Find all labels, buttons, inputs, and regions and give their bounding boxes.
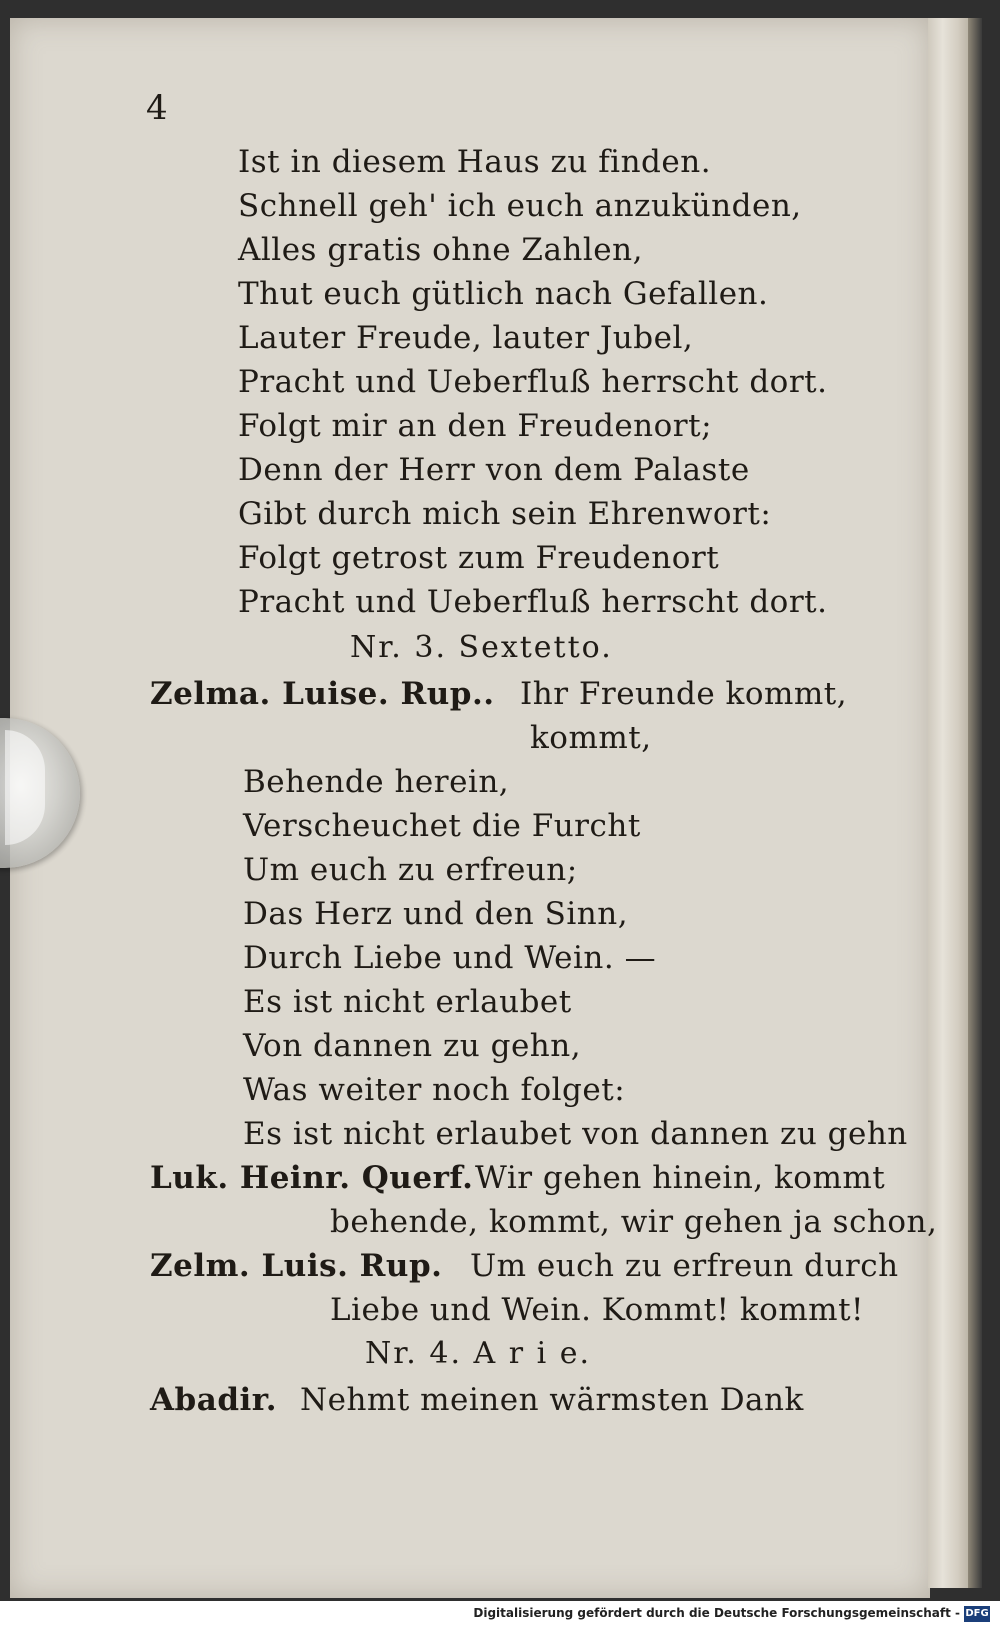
- footer-bar: [0, 1601, 1000, 1628]
- verse-line: Alles gratis ohne Zahlen,: [238, 232, 643, 268]
- verse-line: Es ist nicht erlaubet von dannen zu gehn: [243, 1116, 908, 1152]
- page-number: 4: [146, 88, 169, 128]
- verse-line: Folgt mir an den Freudenort;: [238, 408, 713, 444]
- speaker-name: Zelm. Luis. Rup.: [150, 1248, 443, 1284]
- verse-line: Folgt getrost zum Freudenort: [238, 540, 720, 576]
- verse-line: Gibt durch mich sein Ehrenwort:: [238, 496, 772, 532]
- verse-line: Pracht und Ueberfluß herrscht dort.: [238, 584, 828, 620]
- verse-line: Nehmt meinen wärmsten Dank: [300, 1382, 804, 1418]
- footer-credit: Digitalisierung gefördert durch die Deutsche Forschungsgemeinschaft -: [473, 1606, 960, 1620]
- verse-line: Um euch zu erfreun durch: [470, 1248, 899, 1284]
- verse-line: Behende herein,: [243, 764, 510, 800]
- speaker-name: Abadir.: [150, 1382, 278, 1418]
- verse-line: Ihr Freunde kommt,: [520, 676, 848, 712]
- verse-line: Lauter Freude, lauter Jubel,: [238, 320, 694, 356]
- section-heading: Nr. 4. A r i e.: [365, 1336, 592, 1371]
- gutter-shadow: [968, 18, 982, 1588]
- verse-line: kommt,: [530, 720, 652, 756]
- speaker-name: Zelma. Luise. Rup..: [150, 676, 495, 712]
- speaker-name: Luk. Heinr. Querf.: [150, 1160, 474, 1196]
- verse-line: behende, kommt, wir gehen ja schon,: [330, 1204, 938, 1240]
- verse-line: Wir gehen hinein, kommt: [475, 1160, 886, 1196]
- verse-line: Durch Liebe und Wein. —: [243, 940, 657, 976]
- verse-line: Von dannen zu gehn,: [243, 1028, 582, 1064]
- dfg-logo-icon: DFG: [964, 1606, 990, 1622]
- verse-line: Liebe und Wein. Kommt! kommt!: [330, 1292, 864, 1328]
- section-heading: Nr. 3. Sextetto.: [350, 630, 613, 665]
- verse-line: Um euch zu erfreun;: [243, 852, 578, 888]
- verse-line: Was weiter noch folget:: [243, 1072, 626, 1108]
- verse-line: Pracht und Ueberfluß herrscht dort.: [238, 364, 828, 400]
- verse-line: Schnell geh' ich euch anzukünden,: [238, 188, 802, 224]
- verse-line: Ist in diesem Haus zu finden.: [238, 144, 712, 180]
- book-gutter: [928, 18, 970, 1588]
- verse-line: Thut euch gütlich nach Gefallen.: [238, 276, 769, 312]
- verse-line: Es ist nicht erlaubet: [243, 984, 572, 1020]
- verse-line: Das Herz und den Sinn,: [243, 896, 629, 932]
- verse-line: Verscheuchet die Furcht: [243, 808, 641, 844]
- verse-line: Denn der Herr von dem Palaste: [238, 452, 750, 488]
